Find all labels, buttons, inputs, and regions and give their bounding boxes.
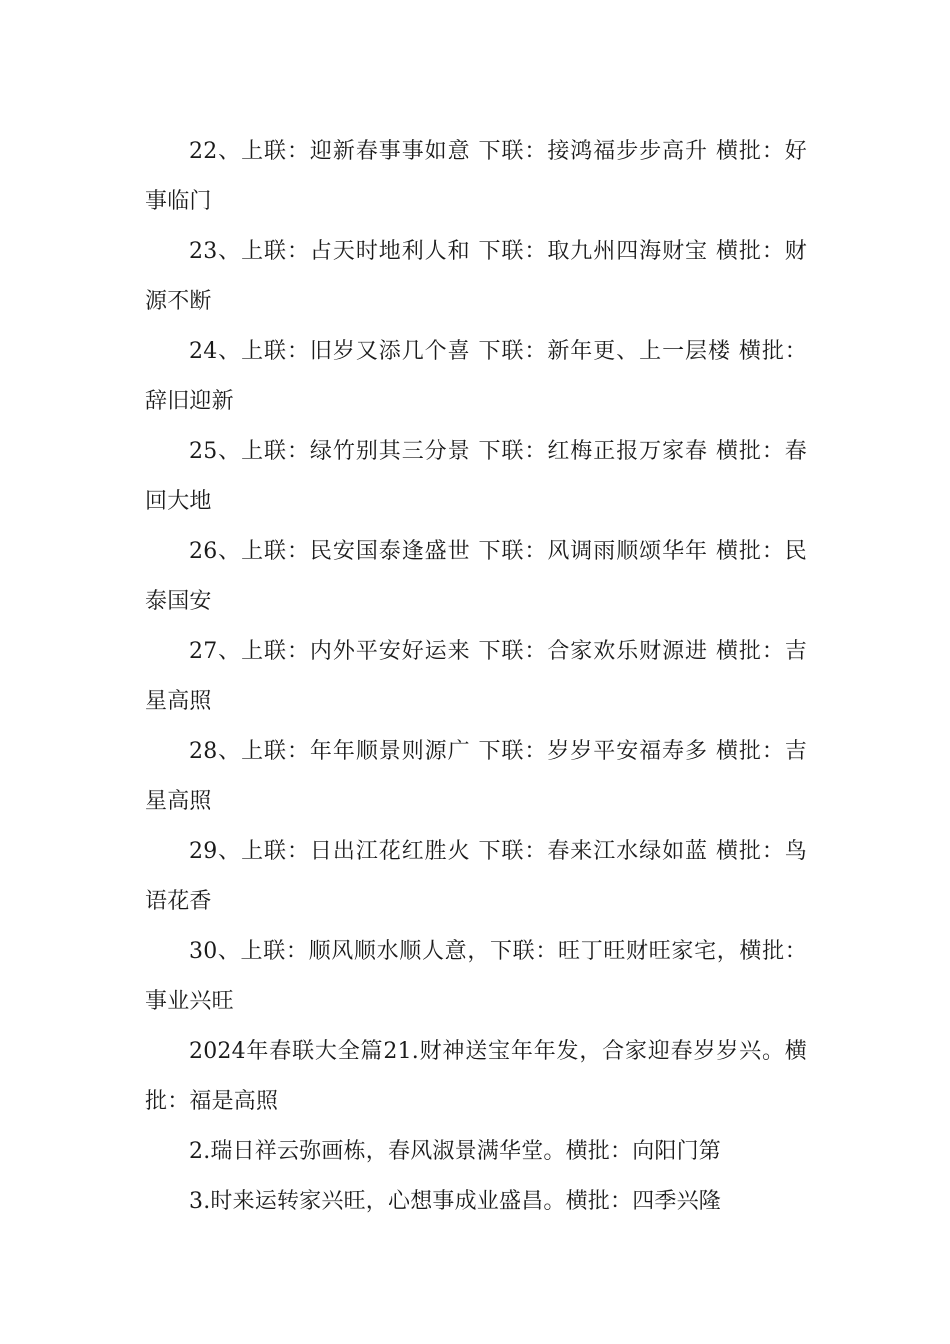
couplet-3-paragraph: 3.时来运转家兴旺，心想事成业盛昌。横批：四季兴隆 [189, 1189, 721, 1214]
couplet-22-paragraph: 22、上联：迎新春事事如意 下联：接鸿福步步高升 横批：好事临门 [145, 139, 807, 214]
body-text [145, 127, 807, 1227]
couplet-24-paragraph: 24、上联：旧岁又添几个喜 下联：新年更、上一层楼 横批：辞旧迎新 [145, 339, 807, 414]
couplet-28-paragraph: 28、上联：年年顺景则源广 下联：岁岁平安福寿多 横批：吉星高照 [145, 739, 807, 814]
section-2024-couplet-1-paragraph: 2024年春联大全篇21.财神送宝年年发，合家迎春岁岁兴。横批：福是高照 [145, 1039, 807, 1114]
couplet-2-paragraph: 2.瑞日祥云弥画栋，春风淑景满华堂。横批：向阳门第 [189, 1139, 721, 1164]
couplet-30-paragraph: 30、上联：顺风顺水顺人意，下联：旺丁旺财旺家宅，横批：事业兴旺 [145, 939, 807, 1014]
couplet-26-paragraph: 26、上联：民安国泰逢盛世 下联：风调雨顺颂华年 横批：民泰国安 [145, 539, 807, 614]
couplet-23-paragraph: 23、上联：占天时地利人和 下联：取九州四海财宝 横批：财源不断 [145, 239, 807, 314]
couplet-29-paragraph: 29、上联：日出江花红胜火 下联：春来江水绿如蓝 横批：鸟语花香 [145, 839, 807, 914]
couplet-27-paragraph: 27、上联：内外平安好运来 下联：合家欢乐财源进 横批：吉星高照 [145, 639, 807, 714]
couplet-25-paragraph: 25、上联：绿竹别其三分景 下联：红梅正报万家春 横批：春回大地 [145, 439, 807, 514]
